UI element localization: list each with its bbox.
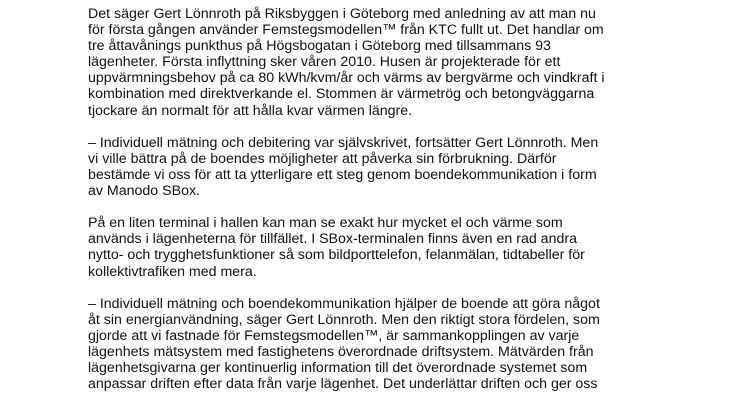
article-body: [88, 6, 708, 408]
text-line: lägenhetsgivarna ger kontinuerlig information till det överordnade systemet som: [88, 360, 588, 377]
text-line: Det säger Gert Lönnroth på Riksbyggen i Göteborg med anledning av att man nu: [88, 6, 596, 22]
text-line: åt sin energianvändning, säger Gert Lönnroth. Men den riktigt stora fördelen, som: [88, 311, 600, 328]
text-line: för första gången använder Femstegsmodellen™ från KTC fullt ut. Det handlar om: [88, 22, 604, 39]
paragraph-quote-communication: [88, 296, 708, 393]
text-line: nytto- och trygghetsfunktioner så som bildporttelefon, felanmälan, tidtabeller för: [88, 247, 585, 264]
text-line: används i lägenheterna för tillfället. I SBox-terminalen finns även en rad andra: [88, 231, 577, 248]
text-line: tre åttavånings punkthus på Högsbogatan i Göteborg med tillsammans 93: [88, 38, 551, 55]
paragraph-terminal: [88, 215, 708, 279]
text-line: lägenheter. Första inflyttning sker våren 2010. Husen är projekterade för ett: [88, 54, 561, 71]
paragraph-quote-measurement: [88, 135, 708, 199]
text-line: kombination med direktverkande el. Stommen är värmetrög och betongväggarna: [88, 86, 595, 103]
text-line: bestämde vi oss för att ta ytterligare ett steg genom boendekommunikation i form: [88, 166, 597, 183]
text-line: kollektivtrafiken med mera.: [88, 263, 257, 280]
text-line: av Manodo SBox.: [88, 183, 200, 200]
text-line: tjockare än normalt för att hålla kvar värmen längre.: [88, 102, 413, 119]
text-line: anpassar driften efter data från varje lägenhet. Det underlättar driften och ger oss: [88, 376, 598, 393]
text-line: – Individuell mätning och debitering var självskrivet, fortsätter Gert Lönnroth. Men: [88, 134, 599, 151]
text-line: vi ville bättra på de boendes möjligheter att påverka sin förbrukning. Därför: [88, 150, 557, 167]
text-line: gjorde att vi fastnade för Femstegsmodellen™, är sammankopplingen av varje: [88, 327, 580, 344]
text-line: – Individuell mätning och boendekommunikation hjälper de boende att göra något: [88, 295, 600, 312]
text-line: På en liten terminal i hallen kan man se exakt hur mycket el och värme som: [88, 215, 563, 232]
paragraph-intro: [88, 6, 708, 119]
text-line: uppvärmningsbehov på ca 80 kWh/kvm/år och värms av bergvärme och vindkraft i: [88, 70, 605, 87]
text-line: lägenhets mätsystem med fastighetens överordnade driftsystem. Mätvärden från: [88, 343, 594, 360]
